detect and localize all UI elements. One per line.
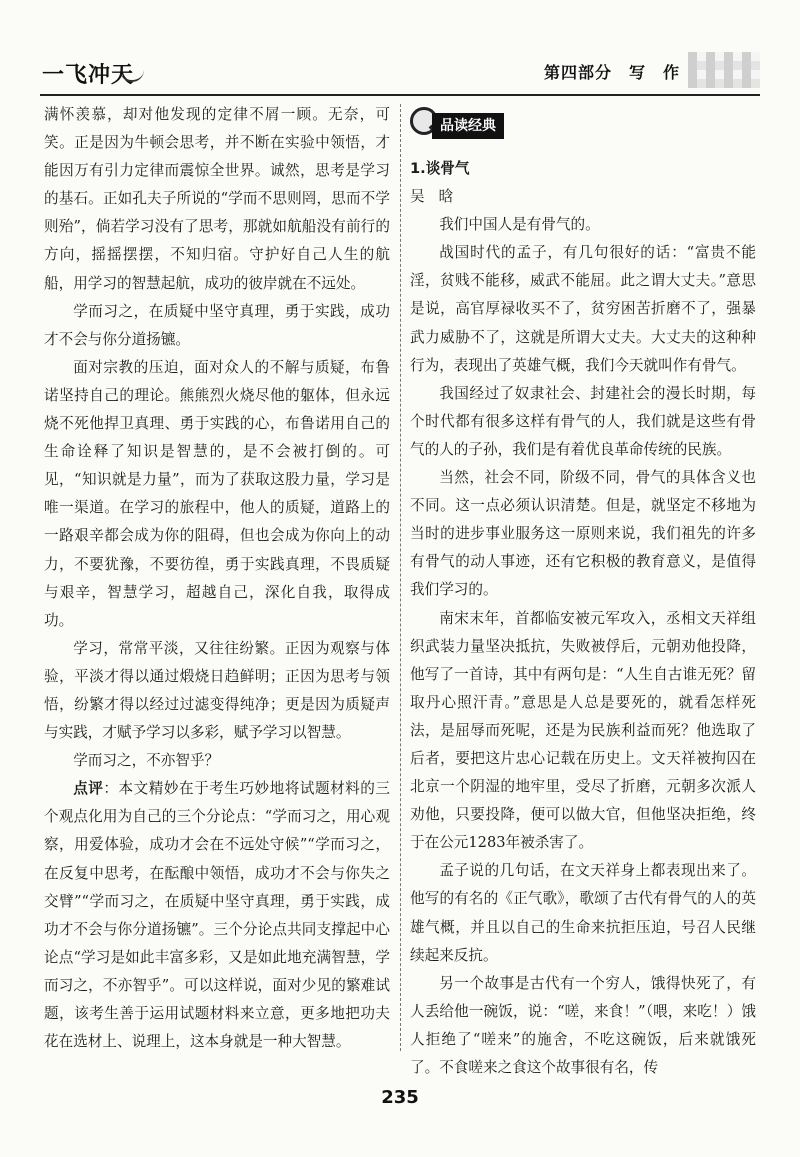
page-number: 235 bbox=[381, 1087, 419, 1108]
reading-badge bbox=[410, 105, 756, 149]
article-title: 1.谈骨气 bbox=[410, 160, 470, 177]
badge-label: 品读经典 bbox=[432, 113, 504, 139]
brand-text: 一飞冲天 bbox=[42, 63, 135, 88]
left-column bbox=[44, 101, 390, 1057]
paragraph: 我们中国人是有骨气的。 bbox=[439, 216, 600, 234]
comment-paragraph bbox=[44, 775, 390, 1056]
article-author: 吴晗 bbox=[410, 188, 468, 206]
paragraph: 学习，常常平淡，又往往纷繁。正因为观察与体验，平淡才得以通过煅烧日趋鲜明；正因为思考与领悟，纷繁才得以经过过滤变得纯净；更是因为质疑声与实践，才赋予学习以多彩，赋予学习以智慧。 bbox=[44, 639, 390, 742]
section-label: 第四部分 写 作 bbox=[543, 63, 680, 82]
paragraph: 孟子说的几句话，在文天祥身上都表现出来了。他写的有名的《正气歌》，歌颂了古代有骨气的人的英雄气概，并且以自己的生命来抗拒压迫，号召人民继续起来反抗。 bbox=[410, 862, 756, 964]
paragraph: 南宋末年，首都临安被元军攻入，丞相文天祥组织武装力量坚决抵抗，失败被俘后，元朝劝他投降，他写了一首诗，其中有两句是：“人生自古谁无死？留取丹心照汗青。”意思是人总是要死的，就看怎样死法，是屈辱而死呢，还是为民族利益而死？他选取了后者，要把这片忠心记载在历史上。文天祥被拘囚在北京一个阴湿的地牢里，受尽了折磨，元朝多次派人劝他，只要投降，便可以做大官，但他坚决拒绝，终于在公元1283年被杀害了。 bbox=[410, 609, 756, 852]
checker-pattern-icon bbox=[688, 52, 760, 88]
paragraph: 战国时代的孟子，有几句很好的话：“富贵不能淫，贫贱不能移，威武不能屈。此之谓大丈夫。”意思是说，高官厚禄收买不了，贫穷困苦折磨不了，强暴武力威胁不了，这就是所谓大丈夫。大丈夫的这种种行为，表现出了英雄气概，我们今天就叫作有骨气。 bbox=[410, 244, 756, 374]
right-column bbox=[410, 101, 756, 1076]
paragraph: 当然，社会不同，阶级不同，骨气的具体含义也不同。这一点必须认识清楚。但是，就坚定不移地为当时的进步事业服务这一原则来说，我们祖先的许多有骨气的动人事迹，还有它积极的教育意义，是值得我们学习的。 bbox=[410, 469, 756, 599]
paragraph: 满怀羡慕，却对他发现的定律不屑一顾。无奈，可笑。正是因为牛顿会思考，并不断在实验中领悟，才能因万有引力定律而震惊全世界。诚然，思考是学习的基石。正如孔夫子所说的“学而不思则罔，思而不学则殆”，倘若学习没有了思考，那就如航船没有前行的方向，摇摇摆摆，不知归宿。守护好自己人生的航船，用学习的智慧起航，成功的彼岸就在不远处。 bbox=[44, 106, 390, 292]
comment-text: ：本文精妙在于考生巧妙地将试题材料的三个观点化用为自己的三个分论点：“学而习之，用心观察，用爱体验，成功才会在不远处守候”“学而习之，在反复中思考，在酝酿中领悟，成功才不会与你失之交臂”“学而习之，在质疑中坚守真理，勇于实践，成功才不会与你分道扬镳”。三个分论点共同支撑起中心论点“学习是如此丰富多彩，又是如此地充满智慧，学而习之，不亦智乎”。可以这样说，面对少见的繁难试题，该考生善于运用试题材料来立意，更多地把功夫花在选材上、说理上，这本身就是一种大智慧。 bbox=[44, 780, 390, 1051]
paragraph: 另一个故事是古代有一个穷人，饿得快死了，有人丢给他一碗饭，说：“嗟，来食！”（喂，来吃！）饿人拒绝了“嗟来”的施舍，不吃这碗饭，后来就饿死了。不食嗟来之食这个故事很有名，传 bbox=[410, 974, 756, 1076]
paragraph: 学而习之，不亦智乎？ bbox=[73, 752, 220, 770]
paragraph: 学而习之，在质疑中坚守真理，勇于实践，成功才不会与你分道扬镳。 bbox=[44, 302, 390, 348]
header-rule bbox=[40, 94, 760, 96]
paragraph: 面对宗教的压迫，面对众人的不解与质疑，布鲁诺坚持自己的理论。熊熊烈火烧尽他的躯体，但永远烧不死他捍卫真理、勇于实践的心，布鲁诺用自己的生命诠释了知识是智慧的，是不会被打倒的。可见，“知识就是力量”，而为了获取这股力量，学习是唯一渠道。在学习的旅程中，他人的质疑，道路上的一路艰辛都会成为你的阻碍，但也会成为你向上的动力，不要犹豫，不要彷徨，勇于实践真理，不畏质疑与艰辛，智慧学习，超越自己，深化自我，取得成功。 bbox=[44, 358, 390, 629]
column-divider bbox=[400, 104, 401, 1051]
paragraph: 我国经过了奴隶社会、封建社会的漫长时期，每个时代都有很多这样有骨气的人，我们就是这些有骨气的人的子孙，我们是有着优良革命传统的民族。 bbox=[410, 384, 756, 458]
comment-label: 点评 bbox=[73, 780, 104, 798]
